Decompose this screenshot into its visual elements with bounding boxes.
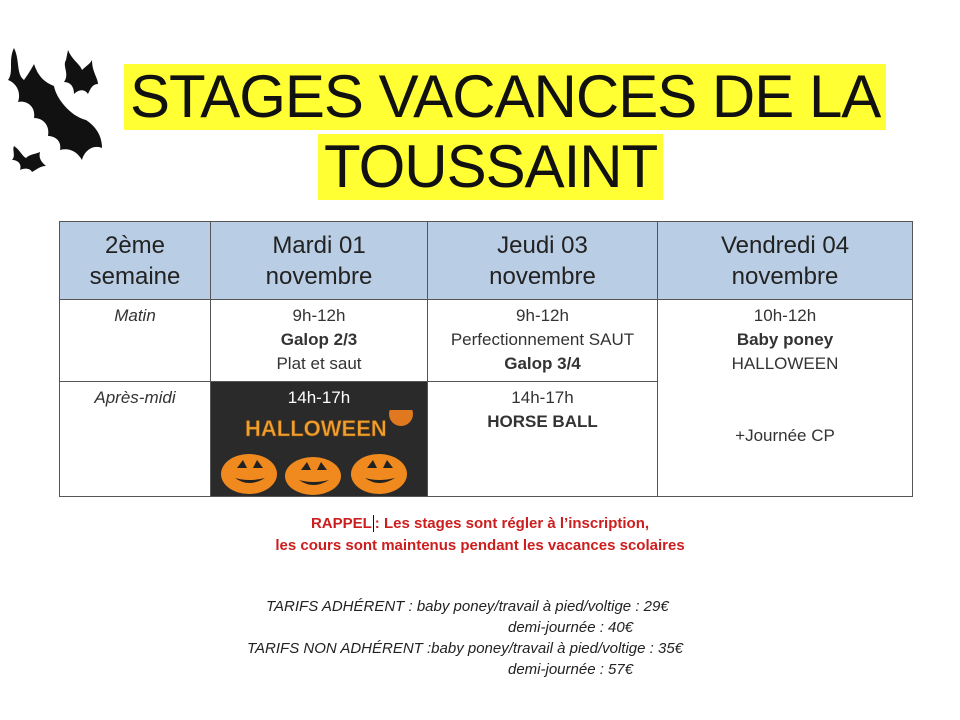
row-label-matin: Matin — [60, 300, 211, 382]
cell-mardi-matin: 9h-12h Galop 2/3 Plat et saut — [211, 300, 428, 382]
pumpkin-icon — [285, 457, 341, 495]
schedule-table — [59, 221, 913, 497]
row-label-apres-midi: Après-midi — [60, 382, 211, 497]
rappel-label: RAPPEL — [310, 515, 372, 532]
header-week: 2ème semaine — [60, 222, 211, 300]
rappel-line1: : Les stages sont régler à l’inscription, — [374, 515, 650, 532]
rappel-note — [0, 513, 960, 557]
bats-icon — [0, 20, 120, 200]
header-vendredi: Vendredi 04 novembre — [658, 222, 913, 300]
pumpkin-icon — [351, 454, 407, 494]
tarifs-adherent-demi: demi-journée : 40€ — [508, 619, 634, 636]
cell-jeudi-apres-midi: 14h-17h HORSE BALL — [428, 382, 658, 497]
table-row-matin — [60, 300, 913, 382]
page-title-line2: TOUSSAINT — [318, 134, 663, 200]
tarifs-non-adherent: TARIFS NON ADHÉRENT :baby poney/travail à pied/voltige : 35€ — [247, 640, 684, 657]
cell-jeudi-matin: 9h-12h Perfectionnement SAUT Galop 3/4 — [428, 300, 658, 382]
header-jeudi: Jeudi 03 novembre — [428, 222, 658, 300]
header-mardi: Mardi 01 novembre — [211, 222, 428, 300]
page-title-line1: STAGES VACANCES DE LA — [124, 64, 886, 130]
rappel-line2: les cours sont maintenus pendant les vacances scolaires — [275, 537, 685, 554]
cell-vendredi: 10h-12h Baby poney HALLOWEEN +Journée CP — [658, 300, 913, 497]
cell-mardi-apres-midi: 14h-17h HALLOWEEN — [211, 382, 428, 497]
halloween-pumpkins-image — [211, 410, 428, 496]
pumpkin-icon — [221, 454, 277, 494]
svg-text:HALLOWEEN: HALLOWEEN — [245, 416, 387, 441]
tarifs-non-adherent-demi: demi-journée : 57€ — [508, 661, 634, 678]
table-header-row — [60, 222, 913, 300]
tarifs-adherent: TARIFS ADHÉRENT : baby poney/travail à pied/voltige : 29€ — [266, 598, 669, 615]
